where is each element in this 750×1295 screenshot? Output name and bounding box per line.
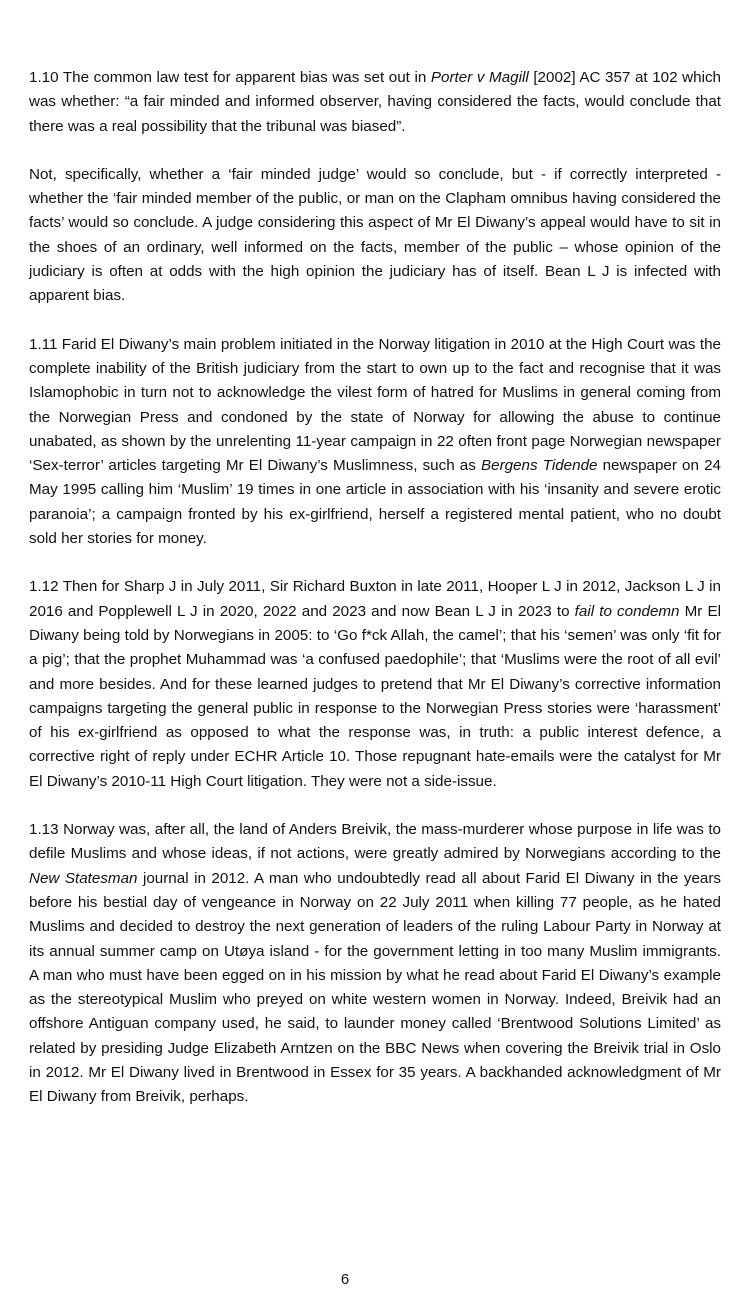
text-run: 1.11 Farid El Diwany’s main problem initiated in the Norway litigation in 2010 at the High Court was the complete inability of the British judiciary from the start to own up to the fact and recognise that it was Islamophobic in turn not to acknowledge the vilest form of hatred for Muslims in general coming from the Norwegian Press and condoned by the state of Norway for allowing the abuse to continue unabated, as shown by the unrelenting 11-year campaign in 22 often front page Norwegian newspaper ‘Sex-terror’ articles targeting Mr El Diwany’s Muslimness, such as	[29, 335, 721, 475]
paragraph-fair-minded	[29, 163, 721, 309]
paragraph-1-13	[29, 818, 721, 1110]
case-name-italic: Porter v Magill	[430, 69, 529, 86]
text-run: Mr El Diwany being told by Norwegians in 2005: to ‘Go f*ck Allah, the camel’; that his ‘semen’ was only ‘fit for a pig’; that the prophet Muhammad was ‘a confused paedophile’; that ‘Muslims were the root of all evil’ and more besides. And for these learned judges to pretend that Mr El Diwany’s corrective information campaigns targeting the general public in response to the Norwegian Press stories were ‘harassment’ of his ex-girlfriend as opposed to what the response was, in truth: a public interest defence, a corrective right of reply under ECHR Article 10. Those repugnant hate-emails were the catalyst for Mr El Diwany’s 2010-11 High Court litigation. They were not a side-issue.	[29, 602, 722, 790]
paragraph-1-11	[29, 333, 721, 552]
text-run: 1.13 Norway was, after all, the land of Anders Breivik, the mass-murderer whose purpose in life was to defile Muslims and whose ideas, if not actions, were greatly admired by Norwegians according to the	[29, 821, 721, 863]
emphasis-italic: fail to condemn	[574, 602, 680, 620]
text-run: [2002] AC 357 at 102 which was whether: “a fair minded and informed observer, having considered the facts, would conclude that there was a real possibility that the tribunal was biased”.	[29, 69, 721, 135]
page-number: 6	[340, 1271, 350, 1288]
document-body	[29, 66, 721, 1134]
text-run: 1.10 The common law test for apparent bias was set out in	[29, 69, 431, 86]
text-run: 1.12 Then for Sharp J in July 2011, Sir Richard Buxton in late 2011, Hooper L J in 2012, Jackson L J in 2016 and Popplewell L J in 2020, 2022 and 2023 and now Bean L J in 2023 to	[29, 578, 721, 620]
journal-name-italic: New Statesman	[29, 869, 138, 887]
text-run: journal in 2012. A man who undoubtedly read all about Farid El Diwany in the years before his bestial day of vengeance in Norway on 22 July 2011 when killing 77 people, as he hated Muslims and decided to destroy the next generation of leaders of the ruling Labour Party in Norway at its annual summer camp on Utøya island - for the government letting in too many Muslim immigrants. A man who must have been egged on in his mission by what he read about Farid El Diwany’s example as the stereotypical Muslim who preyed on white western women in Norway. Indeed, Breivik had an offshore Antiguan company used, he said, to launder money called ‘Brentwood Solutions Limited’ as related by presiding Judge Elizabeth Arntzen on the BBC News when covering the Breivik trial in Oslo in 2012. Mr El Diwany lived in Brentwood in Essex for 35 years. A backhanded acknowledgment of Mr El Diwany from Breivik, perhaps.	[29, 869, 722, 1106]
text-run: newspaper on 24 May 1995 calling him ‘Muslim’ 19 times in one article in association with his ‘insanity and severe erotic paranoia’; a campaign fronted by his ex-girlfriend, herself a registered mental patient, who no doubt sold her stories for money.	[29, 457, 721, 548]
newspaper-name-italic: Bergens Tidende	[481, 457, 598, 475]
paragraph-1-10	[29, 66, 721, 139]
text-run: Not, specifically, whether a ‘fair minded judge’ would so conclude, but - if correctly interpreted - whether the ‘fair minded member of the public, or man on the Clapham omnibus having considered the facts’ would so conclude. A judge considering this aspect of Mr El Diwany’s appeal would have to sit in the shoes of an ordinary, well informed on the facts, member of the public – whose opinion of the judiciary is often at odds with the high opinion the judiciary has of itself. Bean L J is infected with apparent bias.	[29, 165, 721, 305]
paragraph-1-12	[29, 575, 721, 794]
